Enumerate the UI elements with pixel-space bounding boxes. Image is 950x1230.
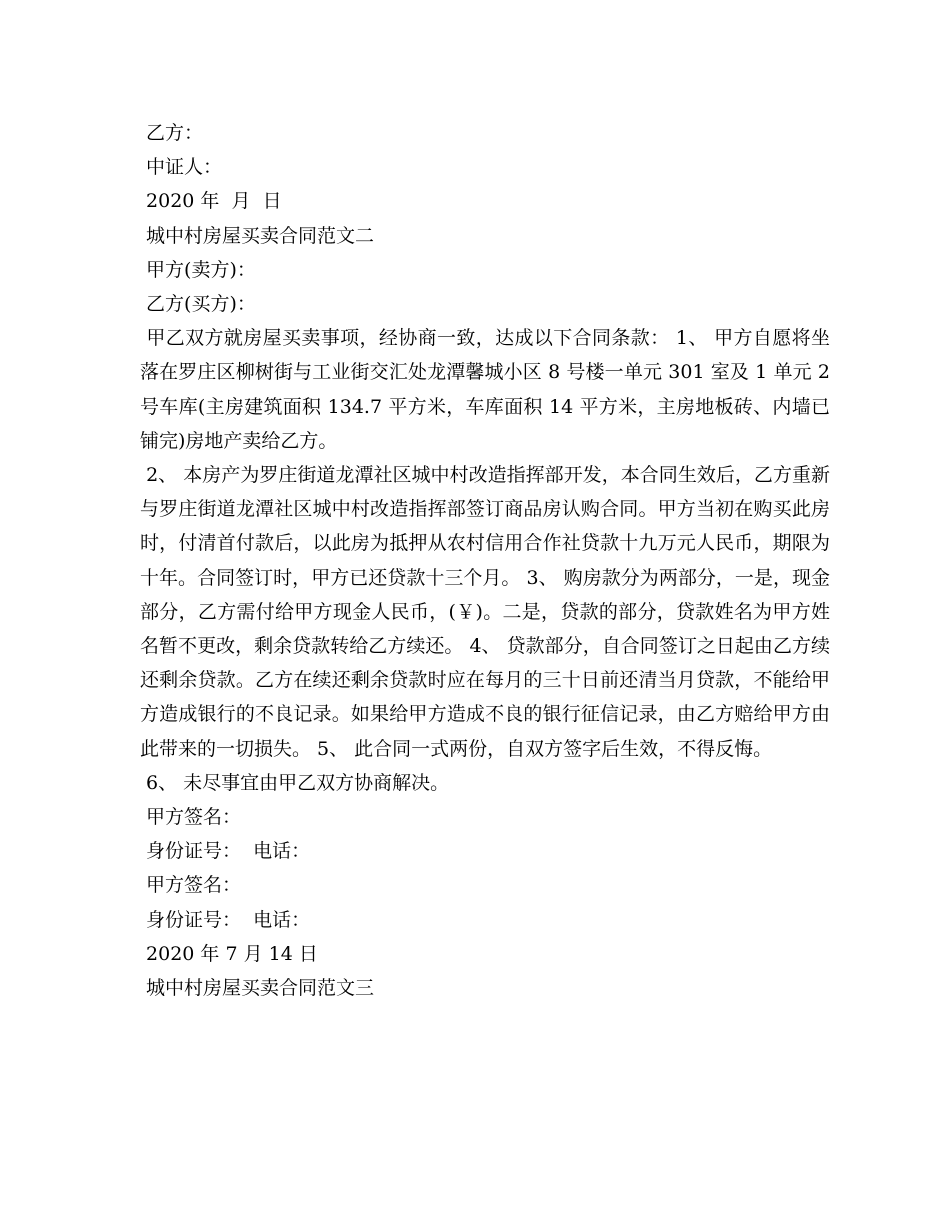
contract-clause-1: 甲乙双方就房屋买卖事项，经协商一致，达成以下合同条款： 1、 甲方自愿将坐落在罗庄区柳树街与工业街交汇处龙潭馨城小区 8 号楼一单元 301 室及 1 单元 2 号车库(主房建筑面积 134.7 平方米，车库面积 14 平方米，主房地板砖、内墙已铺完)房地产卖给乙方。 [140, 327, 837, 452]
contract-clauses-2-5: 2、 本房产为罗庄街道龙潭社区城中村改造指挥部开发，本合同生效后，乙方重新与罗庄街道龙潭社区城中村改造指挥部签订商品房认购合同。甲方当初在购买此房时，付清首付款后，以此房为抵押从农村信用合作社贷款十九万元人民币，期限为十年。合同签订时，甲方已还贷款十三个月。 3、 购房款分为两部分，一是，现金部分，乙方需付给甲方现金人民币，(￥)。二是，贷款的部分，贷款姓名为甲方姓名暂不更改，剩余贷款转给乙方续还。 4、 贷款部分，自合同签订之日起由乙方续还剩余贷款。乙方在续还剩余贷款时应在每月的三十日前还清当月贷款，不能给甲方造成银行的不良记录。如果给甲方造成不良的银行征信记录，由乙方赔给甲方由此带来的一切损失。 5、 此合同一式两份，自双方签字后生效，不得反悔。 [140, 464, 830, 760]
id-phone-line-2: 身份证号： 电话： [140, 908, 311, 931]
date-line: 2020 年 月 日 [140, 190, 282, 213]
party-a-signature-2: 甲方签名： [140, 874, 242, 897]
contract-clause-6: 6、 未尽事宜由甲乙双方协商解决。 [140, 771, 450, 794]
party-b-buyer-label: 乙方(买方)： [140, 293, 256, 316]
section-title: 城中村房屋买卖合同范文二 [140, 224, 375, 247]
party-a-signature-1: 甲方签名： [140, 806, 242, 829]
party-a-seller-label: 甲方(卖方)： [140, 258, 256, 281]
id-phone-line-1: 身份证号： 电话： [140, 840, 311, 863]
signing-date: 2020 年 7 月 14 日 [140, 942, 318, 965]
next-section-title: 城中村房屋买卖合同范文三 [140, 977, 375, 1000]
witness-label: 中证人： [140, 156, 223, 179]
document-page [140, 116, 837, 1005]
party-b-label: 乙方： [140, 122, 204, 144]
